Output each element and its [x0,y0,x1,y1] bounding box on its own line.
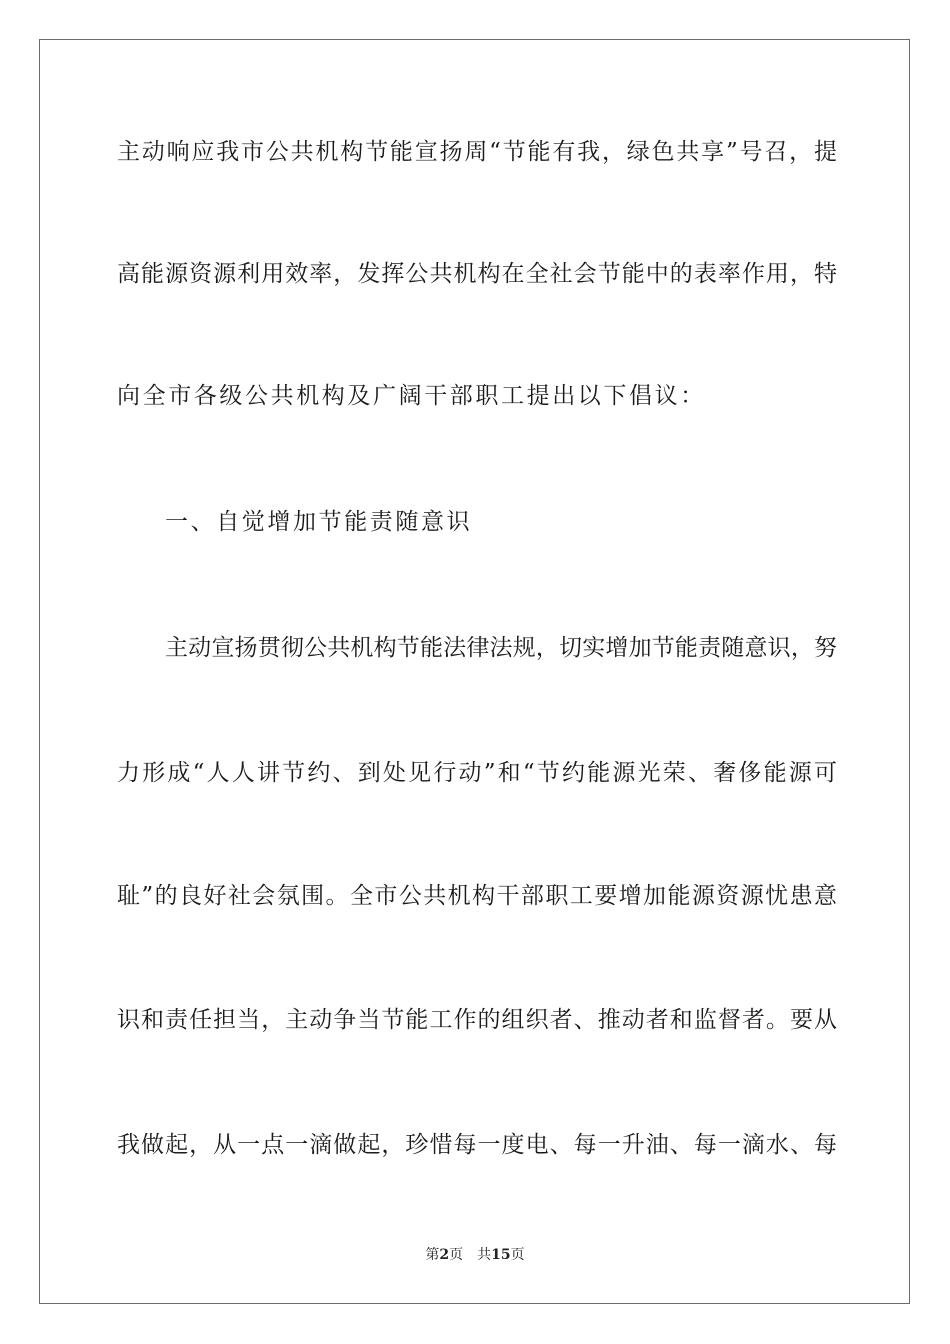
body-line-9: 我做起，从一点一滴做起，珍惜每一度电、每一升油、每一滴水、每 [117,1132,837,1158]
body-line-7: 耻”的良好社会氛围。全市公共机构干部职工要增加能源资源忧患意 [117,883,837,909]
body-line-8: 识和责任担当，主动争当节能工作的组织者、推动者和监督者。要从 [117,1007,837,1033]
body-line-1: 主动响应我市公共机构节能宣扬周“节能有我，绿色共享”号召，提 [117,139,837,165]
body-line-6: 力形成“人人讲节约、到处见行动”和“节约能源光荣、奢侈能源可 [117,760,837,786]
section-heading: 一、自觉增加节能责随意识 [165,509,473,535]
footer-total-pages: 15 [491,1247,511,1263]
page-footer [0,1246,950,1264]
footer-prefix: 第 [425,1247,440,1263]
footer-mid: 页 共 [449,1247,492,1263]
footer-current-page: 2 [439,1247,450,1263]
footer-suffix: 页 [510,1247,525,1263]
body-line-2: 高能源资源利用效率，发挥公共机构在全社会节能中的表率作用，特 [117,261,837,287]
page-border [39,39,910,1304]
body-line-5: 主动宣扬贯彻公共机构节能法律法规，切实增加节能责随意识，努 [165,635,837,661]
body-line-3: 向全市各级公共机构及广阔干部职工提出以下倡议： [117,383,706,409]
